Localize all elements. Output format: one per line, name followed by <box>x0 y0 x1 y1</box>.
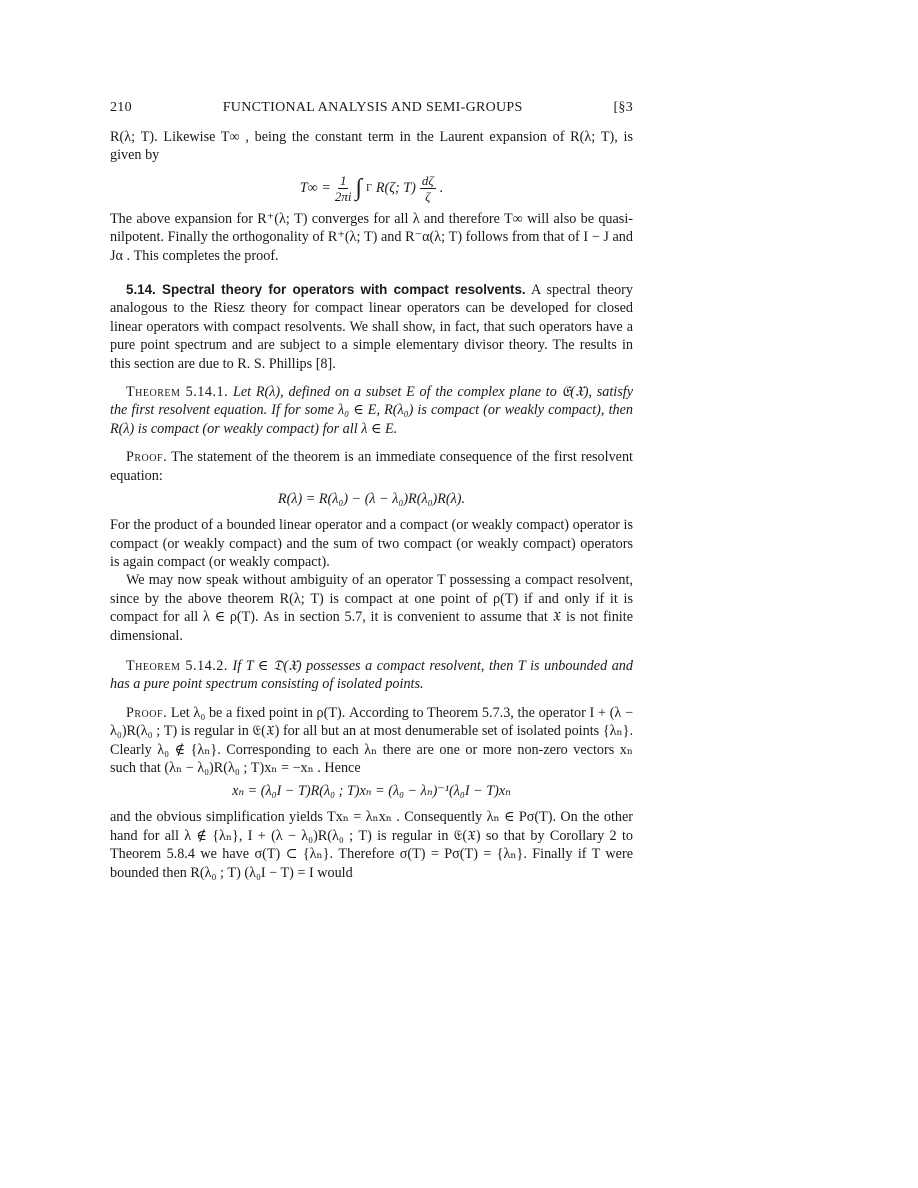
proof-label: Proof. <box>126 449 168 466</box>
theorem-5-14-2 <box>110 657 633 694</box>
page-number: 210 <box>110 100 132 115</box>
theorem-statement: If T ∈ 𝔇(𝔛) possesses a compact resolvent, then T is unbounded and has a pure point spectrum consisting of isolated points. <box>110 657 633 693</box>
integral-sign: ∫ <box>355 175 363 202</box>
proof-1-continuation: For the product of a bounded linear operator and a compact (or weakly compact) operator is compact (or weakly compact) and the sum of two compact (or weakly compact) operators is again compact (or weakly compact). <box>110 517 633 570</box>
proof-2 <box>110 704 633 778</box>
running-header <box>110 100 633 116</box>
paragraph-compact-resolvent: We may now speak without ambiguity of an operator T possessing a compact resolvent, since by the above theorem R(λ; T) is compact at one point of ρ(T) if and only if it is compact for all λ ∈ ρ(T). As in section 5.7, it is convenient to assume that 𝔛 is not finite dimensional. <box>110 572 633 644</box>
eigenvector-equation: xₙ = (λ₀I − T)R(λ₀ ; T)xₙ = (λ₀ − λₙ)⁻¹(λ₀I − T)xₙ <box>232 783 511 800</box>
equation-t-infinity <box>110 173 633 204</box>
section-text: A spectral theory analogous to the Riesz theory for compact linear operators can be developed for closed linear operators with compact resolvents. We shall show, in fact, that such operators have a pure point spectrum and are subject to a simple elementary divisor theory. The results in this section are due to R. S. Phillips [8]. <box>110 282 633 372</box>
fraction-dzeta-over-zeta <box>420 173 436 204</box>
paragraph-quasi-nilpotent: The above expansion for R⁺(λ; T) converges for all λ and therefore T∞ will also be quasi-nilpotent. Finally the orthogonality of R⁺(λ; T) and R⁻α(λ; T) follows from that of I − J and Jα . This completes the proof. <box>110 210 633 264</box>
contour-gamma: Γ <box>366 182 372 194</box>
paragraph-laurent: R(λ; T). Likewise T∞ , being the constant term in the Laurent expansion of R(λ; T), is given by <box>110 129 633 164</box>
section-5-14 <box>110 281 633 373</box>
theorem-5-14-1 <box>110 383 633 438</box>
proof-label: Proof. <box>126 704 168 721</box>
theorem-statement: Let R(λ), defined on a subset E of the complex plane to 𝔈(𝔛), satisfy the first resolvent equation. If for some λ₀ ∈ E, R(λ₀) is compact (or weakly compact), then R(λ) is compact (or weakly compact) for all λ ∈ E. <box>110 384 634 437</box>
dfraction-denominator: ζ <box>425 188 431 204</box>
fraction-denominator: 2πi <box>334 188 352 204</box>
equation-lhs: T∞ = <box>299 179 331 196</box>
section-reference: [§3 <box>613 100 633 115</box>
dfraction-numerator: dζ <box>421 172 434 188</box>
proof-1 <box>110 448 633 485</box>
proof-text: Let λ₀ be a fixed point in ρ(T). According to Theorem 5.7.3, the operator I + (λ − λ₀)R(λ₀ ; T) is regular in 𝔈(𝔛) for all but an at most denumerable set of isolated points {λₙ}. Clearly λ₀ ∉ {λₙ}. Corresponding to each λₙ there are one or more non-zero vectors xₙ such that (λₙ − λ₀)R(λ₀ ; T)xₙ = −xₙ . Hence <box>110 704 633 776</box>
running-title: FUNCTIONAL ANALYSIS AND SEMI-GROUPS <box>222 100 523 115</box>
book-page <box>110 100 633 882</box>
equation-end: . <box>439 179 444 196</box>
proof-text: The statement of the theorem is an immediate consequence of the first resolvent equation: <box>110 449 633 484</box>
integrand: R(ζ; T) <box>375 179 416 196</box>
theorem-label: Theorem 5.14.1. <box>126 384 229 401</box>
section-heading: 5.14. Spectral theory for operators with compact resolvents. <box>126 282 526 298</box>
resolvent-equation: R(λ) = R(λ₀) − (λ − λ₀)R(λ₀)R(λ). <box>277 491 466 508</box>
fraction-one-over-2pi-i <box>335 173 352 204</box>
fraction-numerator: 1 <box>339 172 347 188</box>
theorem-label: Theorem 5.14.2. <box>126 657 228 674</box>
proof-2-continuation: and the obvious simplification yields Txₙ = λₙxₙ . Consequently λₙ ∈ Pσ(T). On the other hand for all λ ∉ {λₙ}, I + (λ − λ₀)R(λ₀ ; T) is regular in 𝔈(𝔛) so that by Corollary 2 to Theorem 5.8.4 we have σ(T) ⊂ {λₙ}. Therefore σ(T) = Pσ(T) = {λₙ}. Finally if T were bounded then R(λ₀ ; T) (λ₀I − T) = I would <box>110 809 633 881</box>
